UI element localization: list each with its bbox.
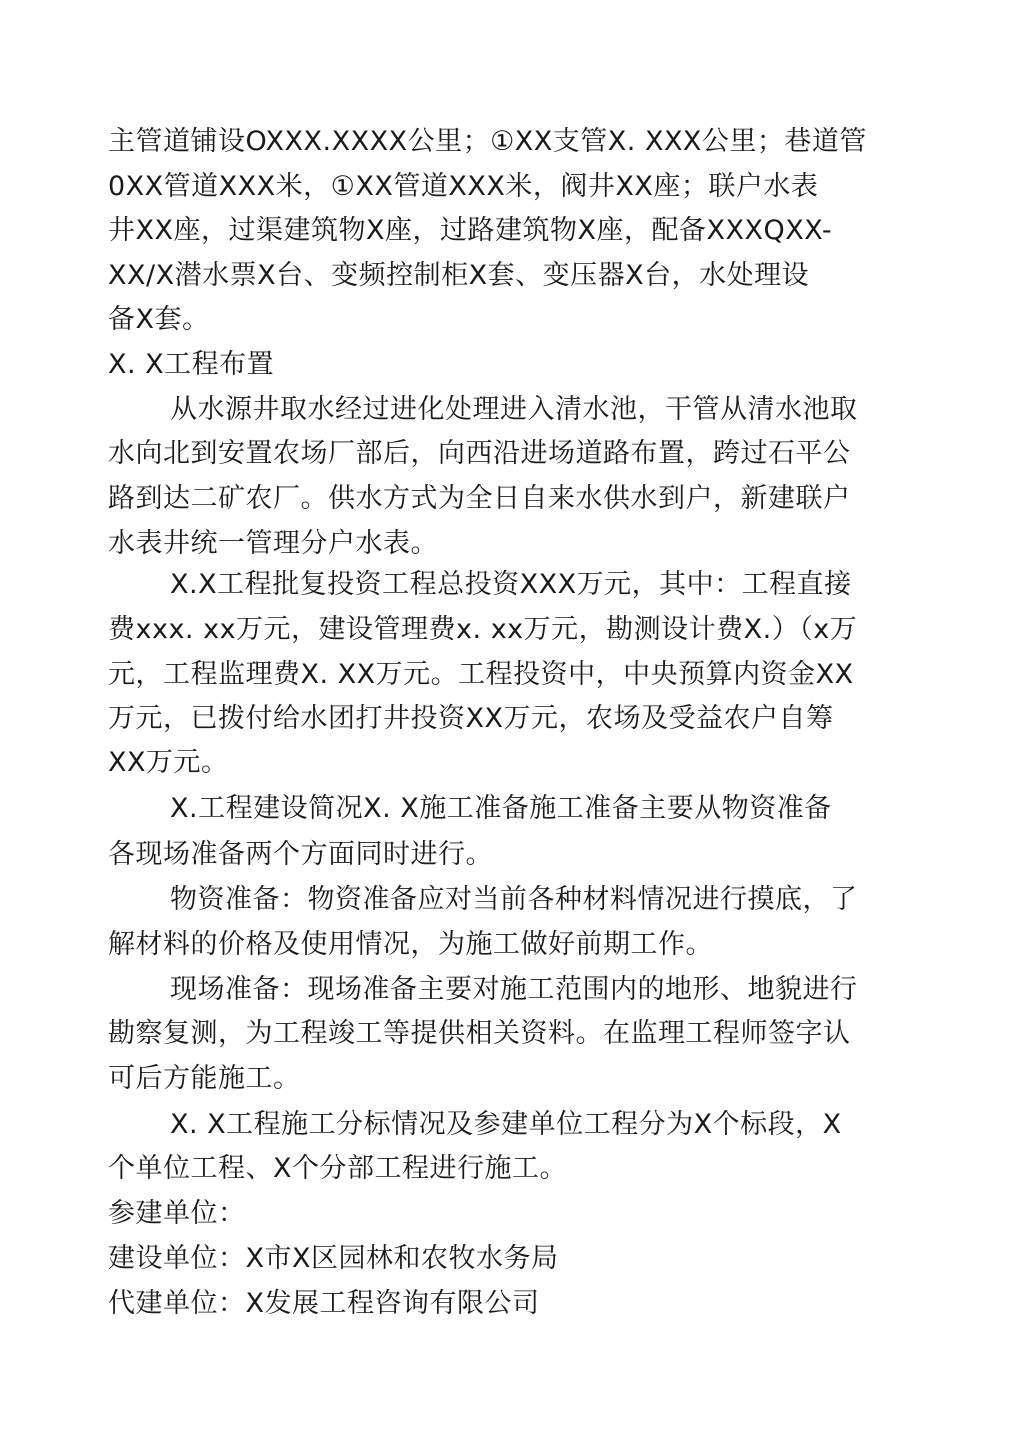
section-heading: X. X工程布置: [108, 349, 275, 380]
text-line: 建设单位：X市X区园林和农牧水务局: [108, 1243, 559, 1274]
text-line: 各现场准备两个方面同时进行。: [108, 839, 493, 870]
text-line: 从水源井取水经过进化处理进入清水池，干管从清水池取: [170, 394, 858, 425]
text-line: 路到达二矿农厂。供水方式为全日自来水供水到户，新建联户: [108, 483, 851, 514]
text-line: 水表井统一管理分户水表。: [108, 528, 438, 559]
text-line: 水向北到安置农场厂部后，向西沿进场道路布置，跨过石平公: [108, 438, 851, 469]
text-line: 元，工程监理费X. XX万元。工程投资中，中央预算内资金XX: [108, 659, 854, 690]
text-line: 可后方能施工。: [108, 1063, 301, 1094]
text-line: 解材料的价格及使用情况，为施工做好前期工作。: [108, 929, 713, 960]
text-line: XX/X潜水票X台、变频控制柜X套、变压器X台，水处理设: [108, 260, 810, 291]
text-line: 现场准备：现场准备主要对施工范围内的地形、地貌进行: [170, 974, 858, 1005]
text-line: X.X工程批复投资工程总投资XXX万元，其中：工程直接: [170, 569, 852, 600]
text-line: 备X套。: [108, 304, 210, 335]
text-line: XX万元。: [108, 747, 229, 778]
text-line: 物资准备：物资准备应对当前各种材料情况进行摸底，了: [170, 884, 858, 915]
text-line: 参建单位：: [108, 1198, 246, 1229]
text-line: 个单位工程、X个分部工程进行施工。: [108, 1153, 567, 1184]
text-line: 万元，已拨付给水团打井投资XX万元，农场及受益农户自筹: [108, 703, 834, 734]
text-line: 费xxx. xx万元，建设管理费x. xx万元，勘测设计费X.）（x万: [108, 614, 858, 645]
text-line: X. X工程施工分标情况及参建单位工程分为X个标段，X: [170, 1109, 842, 1140]
text-line: 代建单位：X发展工程咨询有限公司: [108, 1288, 540, 1319]
text-line: X.工程建设简况X. X施工准备施工准备主要从物资准备: [170, 793, 832, 824]
text-line: 井XX座，过渠建筑物X座，过路建筑物X座，配备XXXQXX-: [108, 215, 833, 246]
text-line: 0XX管道XXX米，①XX管道XXX米，阀井XX座；联户水表: [108, 171, 819, 202]
text-line: 主管道铺设OXXX.XXXX公里；①XX支管X. XXX公里；巷道管: [108, 126, 867, 157]
text-line: 勘察复测，为工程竣工等提供相关资料。在监理工程师签字认: [108, 1018, 851, 1049]
